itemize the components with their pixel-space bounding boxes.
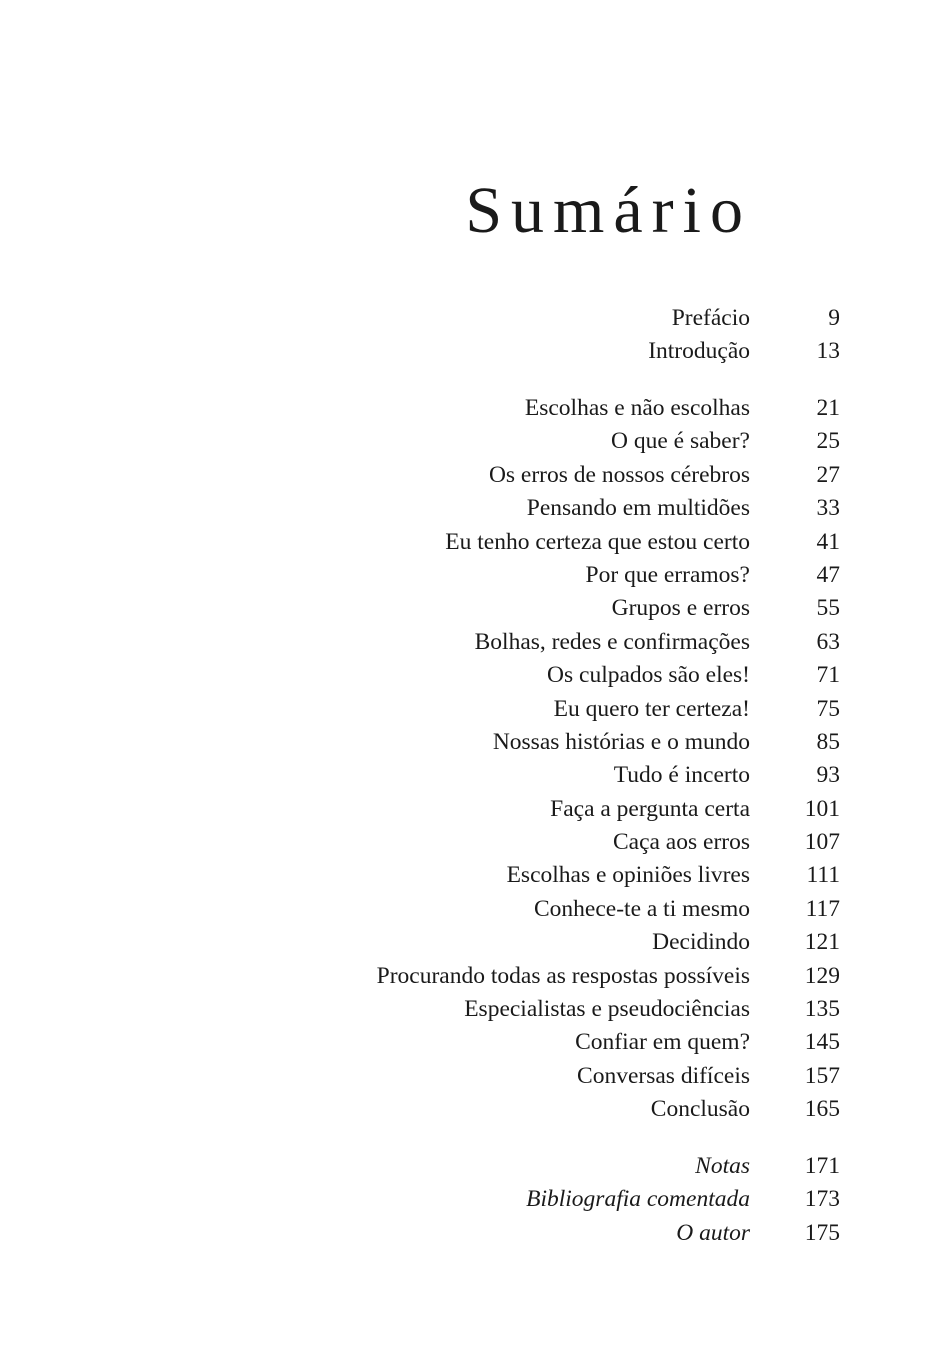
entry-title: Prefácio xyxy=(671,305,750,331)
toc-entry xyxy=(200,335,840,368)
toc-entry xyxy=(200,592,840,625)
toc-entry xyxy=(200,993,840,1026)
entry-title: Tudo é incerto xyxy=(613,762,750,789)
entry-page-number: 101 xyxy=(804,795,840,822)
toc-entry xyxy=(200,559,840,592)
toc-entry xyxy=(200,1217,840,1250)
entry-page-number: 21 xyxy=(816,395,840,421)
toc-entry xyxy=(200,926,840,959)
toc-entry xyxy=(200,1060,840,1093)
entry-title: Caça aos erros xyxy=(612,829,750,856)
entry-page-number: 55 xyxy=(816,595,840,622)
entry-page-number: 129 xyxy=(804,962,840,989)
entry-page-number: 111 xyxy=(806,862,840,889)
entry-page-number: 165 xyxy=(804,1096,840,1123)
entry-title: Conhece-te a ti mesmo xyxy=(534,895,750,922)
entry-page-number: 41 xyxy=(816,528,840,555)
toc-entry xyxy=(200,392,840,425)
toc-entry xyxy=(200,693,840,726)
toc-entry xyxy=(200,1093,840,1126)
entry-page-number: 171 xyxy=(804,1153,840,1179)
toc-entry xyxy=(200,1026,840,1059)
entry-title: Notas xyxy=(695,1153,750,1179)
entry-page-number: 121 xyxy=(804,929,840,956)
toc-entry xyxy=(200,1183,840,1216)
entry-title: O que é saber? xyxy=(611,428,750,455)
entry-title: Especialistas e pseudociências xyxy=(464,996,750,1023)
entry-page-number: 75 xyxy=(816,695,840,722)
entry-title: Bolhas, redes e confirmações xyxy=(474,628,750,655)
entry-page-number: 13 xyxy=(816,338,840,365)
page-title: Sumário xyxy=(465,174,752,247)
toc-entry xyxy=(200,626,840,659)
entry-title: Pensando em multidões xyxy=(526,495,750,522)
toc-entry xyxy=(200,859,840,892)
entry-page-number: 25 xyxy=(816,428,840,455)
entry-title: Bibliografia comentada xyxy=(526,1186,750,1213)
entry-page-number: 175 xyxy=(804,1219,840,1246)
toc-entry xyxy=(200,526,840,559)
entry-page-number: 71 xyxy=(816,662,840,689)
toc-chapters xyxy=(200,392,840,1127)
toc-entry xyxy=(200,759,840,792)
entry-title: O autor xyxy=(676,1219,750,1246)
entry-title: Escolhas e opiniões livres xyxy=(506,862,750,889)
entry-title: Eu quero ter certeza! xyxy=(553,695,750,722)
entry-title: Confiar em quem? xyxy=(575,1029,750,1056)
entry-title: Faça a pergunta certa xyxy=(550,795,750,822)
entry-page-number: 145 xyxy=(804,1029,840,1056)
entry-page-number: 33 xyxy=(816,495,840,522)
toc-back-matter xyxy=(200,1150,840,1250)
entry-title: Introdução xyxy=(648,338,750,365)
toc-entry xyxy=(200,826,840,859)
entry-title: Eu tenho certeza que estou certo xyxy=(445,528,750,555)
entry-title: Escolhas e não escolhas xyxy=(524,395,750,421)
toc-entry xyxy=(200,659,840,692)
entry-title: Conclusão xyxy=(650,1096,750,1123)
toc-entry xyxy=(200,425,840,458)
entry-title: Os culpados são eles! xyxy=(547,662,750,689)
toc-entry xyxy=(200,793,840,826)
entry-title: Por que erramos? xyxy=(585,561,750,588)
entry-page-number: 135 xyxy=(804,996,840,1023)
toc-entry xyxy=(200,960,840,993)
entry-page-number: 63 xyxy=(816,628,840,655)
toc-entry xyxy=(200,492,840,525)
entry-title: Nossas histórias e o mundo xyxy=(492,728,750,755)
entry-page-number: 157 xyxy=(804,1062,840,1089)
toc-entry xyxy=(200,459,840,492)
entry-title: Procurando todas as respostas possíveis xyxy=(376,962,750,989)
entry-title: Decidindo xyxy=(652,929,750,956)
entry-page-number: 47 xyxy=(816,561,840,588)
entry-title: Os erros de nossos cérebros xyxy=(488,461,750,488)
entry-page-number: 9 xyxy=(828,305,840,331)
entry-title: Conversas difíceis xyxy=(577,1062,750,1089)
toc-entry xyxy=(200,893,840,926)
toc-entry xyxy=(200,302,840,335)
entry-title: Grupos e erros xyxy=(611,595,750,622)
entry-page-number: 117 xyxy=(805,895,840,922)
toc-front-matter xyxy=(200,302,840,369)
entry-page-number: 173 xyxy=(804,1186,840,1213)
entry-page-number: 85 xyxy=(816,728,840,755)
toc-entry xyxy=(200,726,840,759)
entry-page-number: 107 xyxy=(804,829,840,856)
toc-entry xyxy=(200,1150,840,1183)
entry-page-number: 93 xyxy=(816,762,840,789)
entry-page-number: 27 xyxy=(816,461,840,488)
